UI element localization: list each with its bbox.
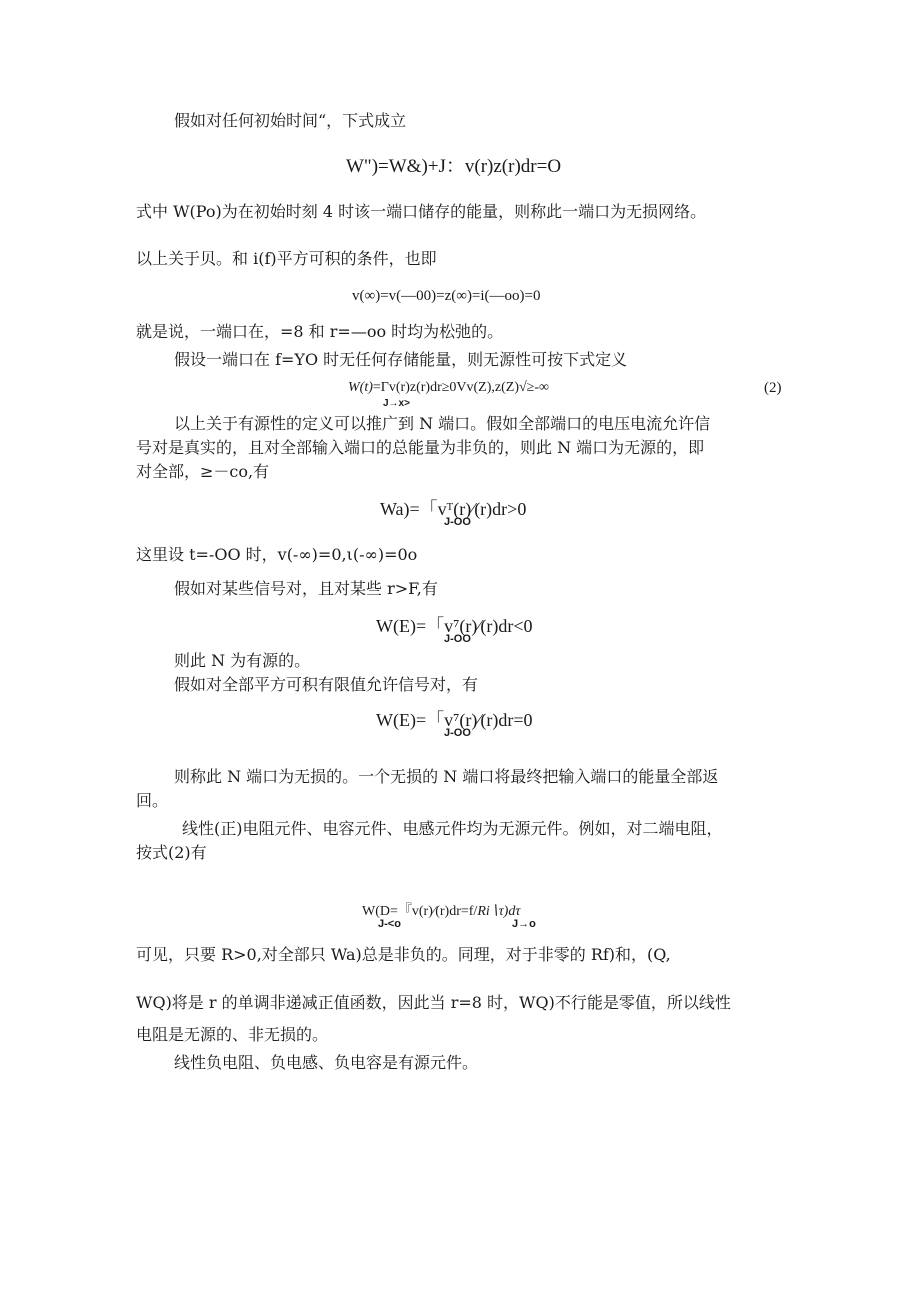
- equation-3-lhs: W(t): [348, 380, 373, 395]
- equation-7-limit-1: J-<o: [378, 918, 401, 930]
- equation-5-limit: J-OO: [444, 633, 471, 645]
- equation-3-rhs: =Γv(r)z(r)dr≥0Vv(Z),z(Z)√≥-∞: [372, 380, 549, 395]
- paragraph-text: WQ)将是 r 的单调非递减正值函数，因此当 r=8 时，WQ)不行能是零值，所以线性: [136, 993, 731, 1012]
- equation-4: Wa)=「vᵀ(r)⁄(r)dr>0: [380, 499, 527, 519]
- paragraph-text: 回。: [136, 791, 169, 810]
- paragraph-text: 则称此 N 端口为无损的。一个无损的 N 端口将最终把输入端口的能量全部返: [174, 767, 719, 786]
- equation-number: (2): [764, 380, 782, 396]
- paragraph-text: 号对是真实的，且对全部输入端口的总能量为非负的，则此 N 端口为无源的，即: [136, 438, 705, 457]
- paragraph-text: 假设一端口在 f=YO 时无任何存储能量，则无源性可按下式定义: [174, 350, 628, 369]
- paragraph-text: 电阻是无源的、非无损的。: [136, 1025, 329, 1044]
- equation-7: [362, 900, 520, 920]
- paragraph-text: 按式(2)有: [136, 843, 207, 862]
- paragraph-text: 则此 N 为有源的。: [174, 651, 311, 670]
- equation-7-left: W(D=『v(r)⁄(r)dr=f/: [362, 904, 478, 919]
- equation-3: [348, 380, 549, 396]
- paragraph-text: 这里设 t=-OO 时，v(-∞)=0,ι(-∞)=0o: [136, 545, 418, 564]
- paragraph-text: 线性负电阻、负电感、负电容是有源元件。: [174, 1053, 479, 1072]
- equation-6-limit: J-OO: [444, 727, 471, 739]
- paragraph-text: 假如对全部平方可积有限值允许信号对，有: [174, 675, 479, 694]
- equation-6: W(E)=「v⁷(r)⁄(r)dr=0: [376, 710, 533, 730]
- paragraph-text: 以上关于贝。和 i(f)平方可积的条件，也即: [136, 249, 437, 268]
- paragraph-text: 就是说，一端口在，=8 和 r=—oo 时均为松弛的。: [136, 322, 504, 341]
- equation-2: v(∞)=v(—00)=z(∞)=i(—oo)=0: [352, 288, 541, 304]
- equation-1: W")=W&)+J：v(r)z(r)dr=O: [346, 156, 562, 177]
- paragraph-text: 以上关于有源性的定义可以推广到 N 端口。假如全部端口的电压电流允许信: [174, 414, 711, 433]
- paragraph-text: 式中 W(Po)为在初始时刻 4 时该一端口储存的能量，则称此一端口为无损网络。: [136, 202, 707, 221]
- equation-3-limit: J→x>: [383, 398, 410, 409]
- equation-7-limit-2: J→o: [512, 918, 536, 930]
- paragraph-text: 对全部，≥－co,有: [136, 462, 270, 481]
- paragraph-text: 假如对某些信号对，且对某些 r>F,有: [174, 579, 438, 598]
- equation-4-limit: J-OO: [444, 516, 471, 528]
- paragraph-text: 可见，只要 R>0,对全部只 Wa)总是非负的。同理，对于非零的 Rf)和，(Q,: [136, 945, 671, 964]
- equation-5: W(E)=「v⁷(r)⁄(r)dr<0: [376, 616, 533, 636]
- equation-7-right: Ri∖τ)dτ: [477, 904, 521, 919]
- paragraph-text: 假如对任何初始时间“，下式成立: [174, 111, 407, 130]
- paragraph-text: 线性(正)电阻元件、电容元件、电感元件均为无源元件。例如，对二端电阻，: [182, 819, 723, 838]
